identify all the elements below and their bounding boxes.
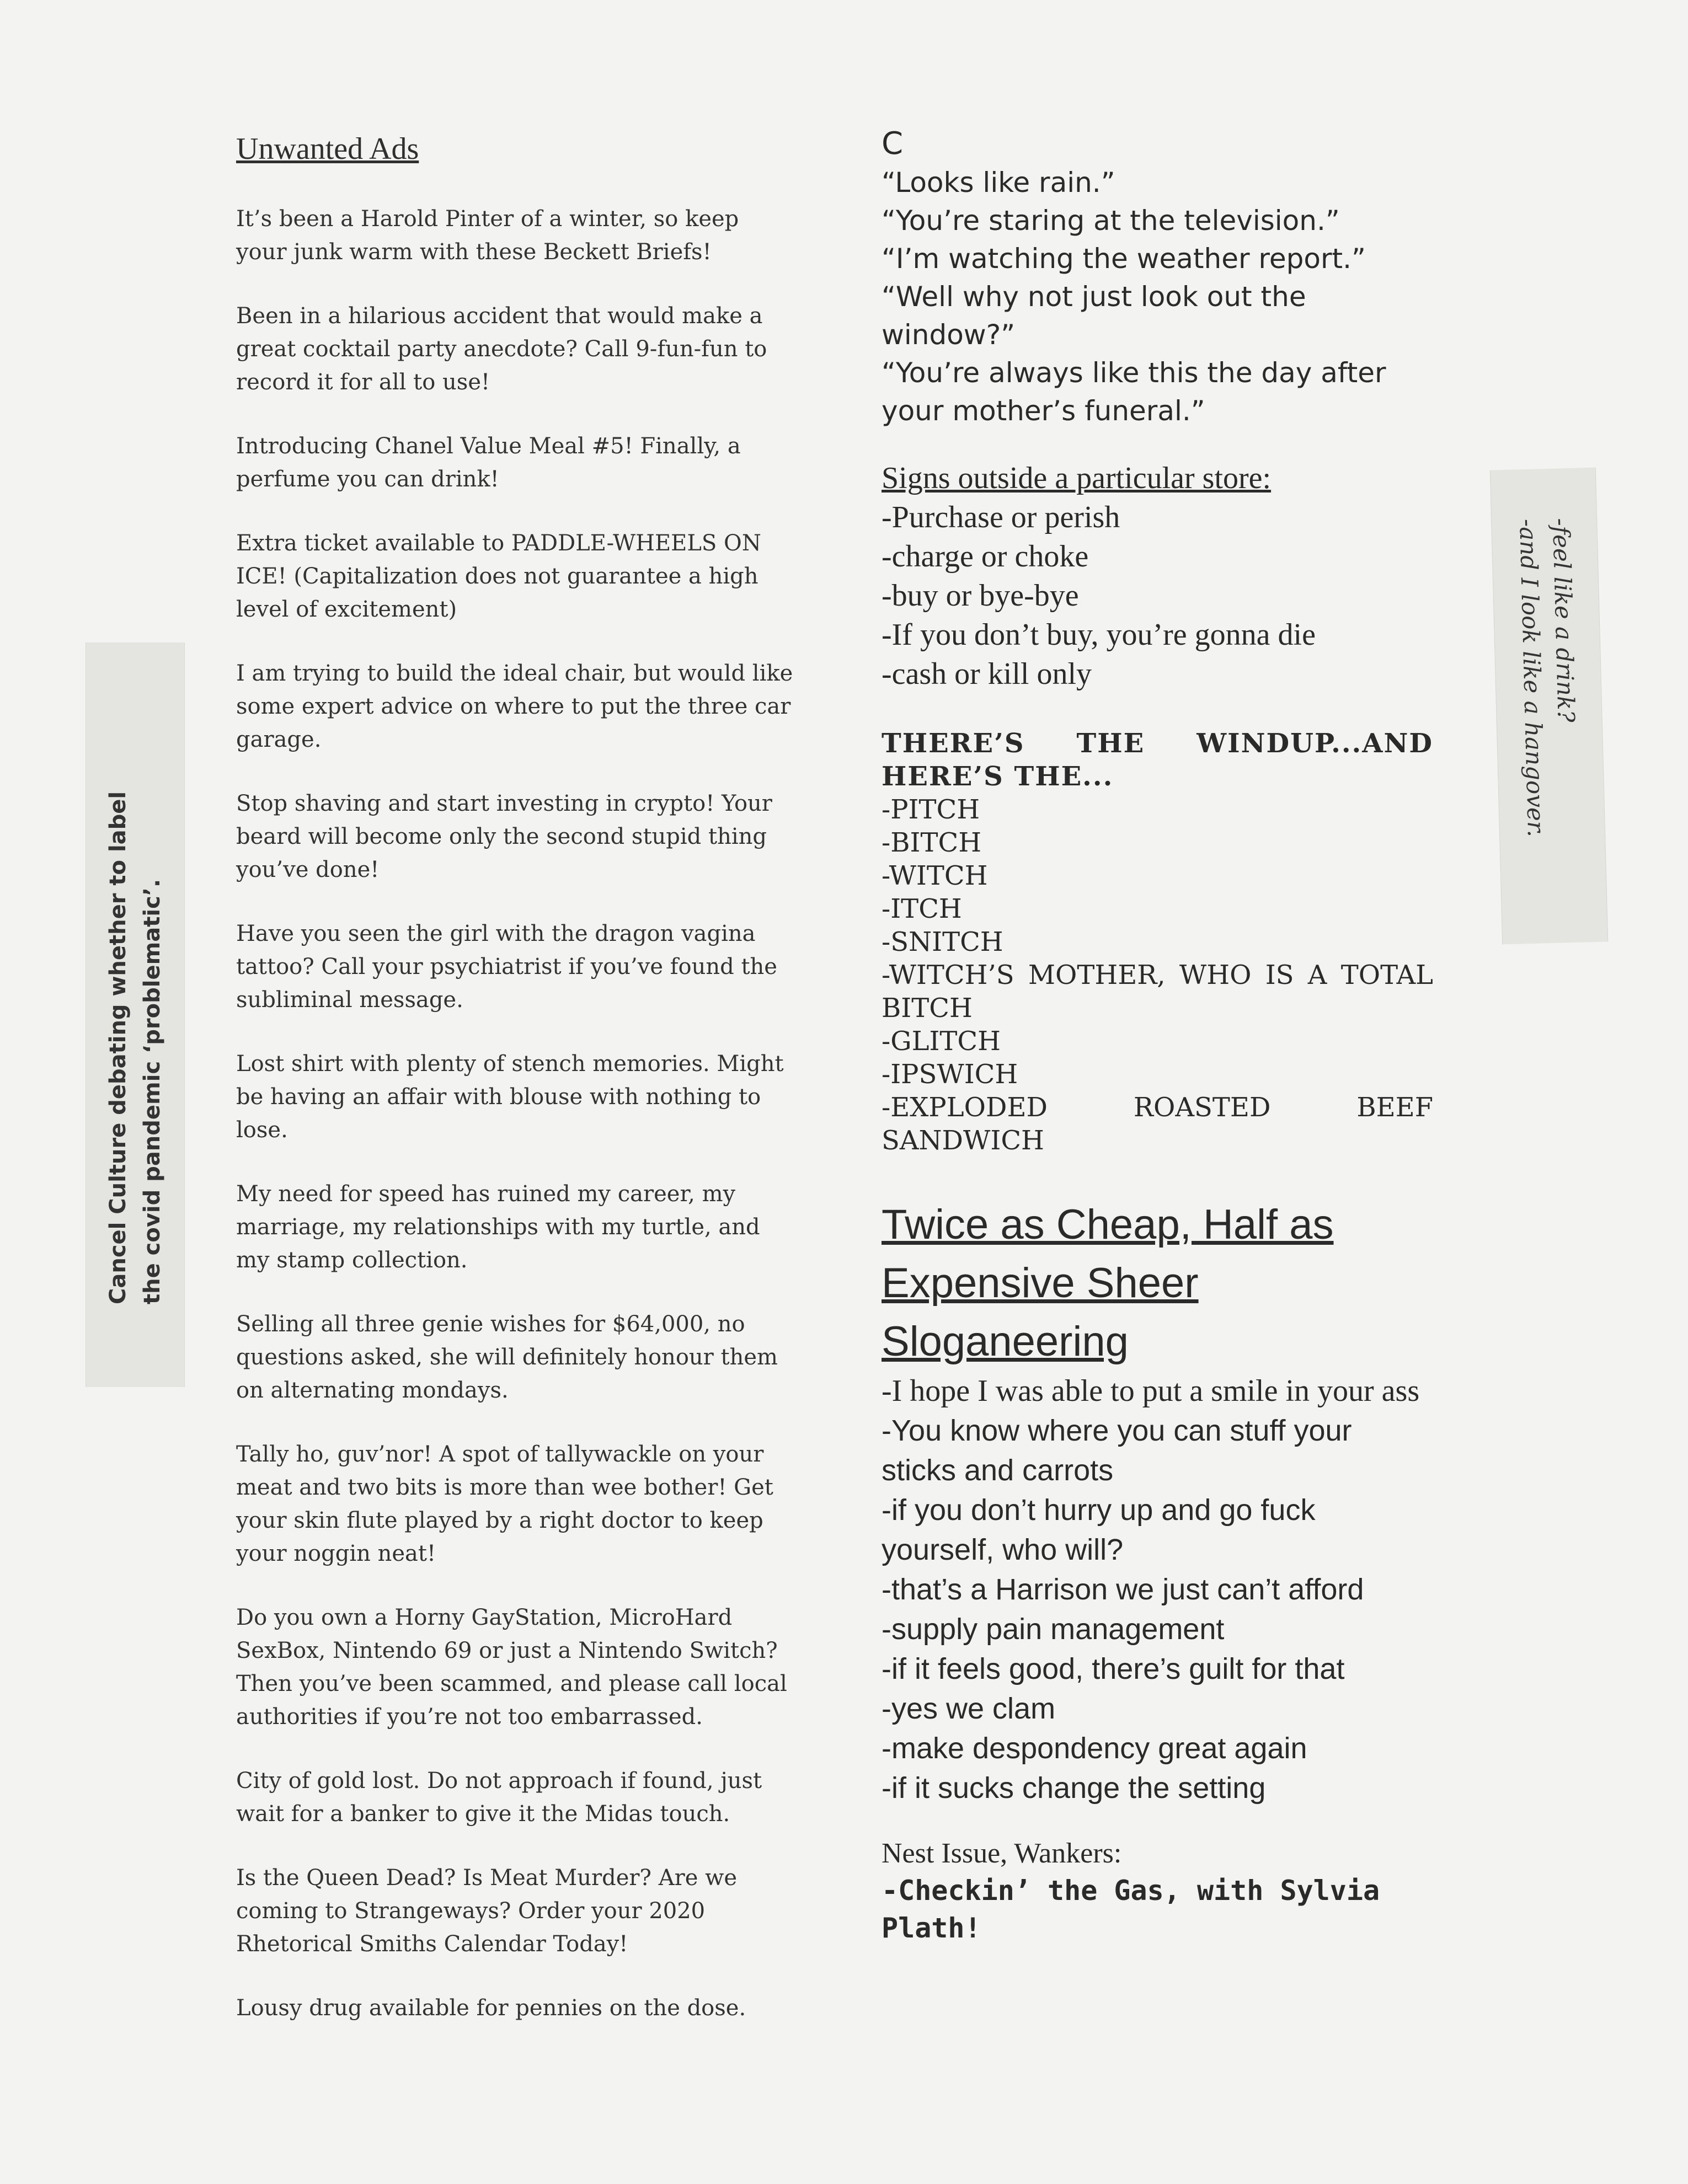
ad-item: City of gold lost. Do not approach if found, just wait for a banker to give it the Midas touch. [236, 1768, 762, 1827]
dialogue-line: “Looks like rain.” [882, 167, 1115, 199]
signs-section [882, 459, 1433, 694]
ad-item: I am trying to build the ideal chair, but would like some expert advice on where to put the three car garage. [236, 661, 793, 752]
dialogue-line: “Well why not just look out the window?” [882, 281, 1306, 351]
taped-note-left-line: the covid pandemic ‘problematic’. [140, 879, 165, 1304]
slogan-item: -I hope I was able to put a smile in your ass [882, 1374, 1420, 1408]
ad-item: Tally ho, guv’nor! A spot of tallywackle on your meat and two bits is more than wee bother! Get your skin flute played by a right doctor to keep your noggin neat! [236, 1442, 773, 1566]
windup-title: THERE’S THE WINDUP...AND HERE’S THE... [882, 728, 1433, 792]
dialogue-section [882, 124, 1433, 430]
windup-item: -IPSWICH [882, 1059, 1018, 1090]
sign-item: -buy or bye-bye [882, 579, 1079, 613]
dialogue-line: “I’m watching the weather report.” [882, 243, 1366, 275]
signs-title: Signs outside a particular store: [882, 461, 1272, 495]
sign-item: -cash or kill only [882, 657, 1092, 691]
taped-note-left [86, 643, 185, 1387]
slogan-item: -You know where you can stuff your sticks and carrots [882, 1414, 1352, 1487]
sign-item: -If you don’t buy, you’re gonna die [882, 618, 1316, 652]
slogan-item: -if you don’t hurry up and go fuck yourself, who will? [882, 1494, 1316, 1566]
windup-item: -GLITCH [882, 1026, 1001, 1057]
taped-note-right-line: -feel like a drink? [1547, 517, 1580, 723]
ad-item: Have you seen the girl with the dragon vagina tattoo? Call your psychiatrist if you’ve found the subliminal message. [236, 921, 777, 1013]
ad-item: Been in a hilarious accident that would make a great cocktail party anecdote? Call 9-fun-fun to record it for all to use! [236, 303, 767, 395]
section-letter: C [882, 126, 904, 162]
windup-item: -WITCH [882, 860, 988, 891]
next-issue-title: Nest Issue, Wankers: [882, 1838, 1122, 1869]
ad-item: My need for speed has ruined my career, my marriage, my relationships with my turtle, and my stamp collection. [236, 1181, 760, 1273]
windup-item: -ITCH [882, 893, 962, 924]
taped-note-right-line: -and I look like a hangover. [1514, 518, 1550, 838]
ad-item: Stop shaving and start investing in crypto! Your beard will become only the second stupid thing you’ve done! [236, 791, 772, 882]
slogan-item: -supply pain management [882, 1613, 1225, 1646]
taped-note-right-text [1511, 518, 1587, 895]
windup-item: -BITCH [882, 827, 982, 858]
ad-item: Selling all three genie wishes for $64,000, no questions asked, she will definitely honour them on alternating mondays. [236, 1312, 778, 1403]
slogans-title: Twice as Cheap, Half as Expensive Sheer Sloganeering [882, 1201, 1334, 1365]
ad-item: Introducing Chanel Value Meal #5! Finally, a perfume you can drink! [236, 433, 741, 492]
unwanted-ads-column [236, 130, 796, 2055]
ad-item: Extra ticket available to PADDLE-WHEELS ON ICE! (Capitalization does not guarantee a high level of excitement) [236, 531, 761, 622]
ad-item: Lousy drug available for pennies on the dose. [236, 1995, 746, 2021]
slogan-item: -make despondency great again [882, 1732, 1307, 1765]
next-issue-section [882, 1835, 1433, 1947]
slogan-item: -if it feels good, there’s guilt for that [882, 1652, 1345, 1685]
dialogue-line: “You’re staring at the television.” [882, 205, 1340, 237]
taped-note-right [1490, 468, 1608, 945]
taped-note-left-line: Cancel Culture debating whether to label [105, 791, 131, 1304]
slogan-item: -that’s a Harrison we just can’t afford [882, 1573, 1364, 1606]
windup-item: -PITCH [882, 794, 980, 825]
sign-item: -charge or choke [882, 539, 1089, 574]
windup-item: -WITCH’S MOTHER, WHO IS A TOTAL BITCH [882, 960, 1433, 1024]
slogan-item: -yes we clam [882, 1692, 1056, 1725]
ad-item: It’s been a Harold Pinter of a winter, so keep your junk warm with these Beckett Briefs! [236, 206, 739, 265]
windup-section [882, 727, 1433, 1157]
ad-item: Do you own a Horny GayStation, MicroHard SexBox, Nintendo 69 or just a Nintendo Switch? Then you’ve been scammed, and please call local authorities if you’re not too embarrassed. [236, 1605, 787, 1730]
sign-item: -Purchase or perish [882, 500, 1120, 534]
slogans-section [882, 1196, 1433, 1808]
slogan-item: -if it sucks change the setting [882, 1771, 1266, 1805]
ad-item: Lost shirt with plenty of stench memories. Might be having an affair with blouse with nothing to lose. [236, 1051, 784, 1143]
taped-note-left-text [101, 725, 169, 1304]
windup-item: -SNITCH [882, 927, 1003, 957]
ad-item: Is the Queen Dead? Is Meat Murder? Are we coming to Strangeways? Order your 2020 Rhetorical Smiths Calendar Today! [236, 1865, 738, 1957]
right-column [882, 124, 1433, 1947]
unwanted-ads-title: Unwanted Ads [236, 132, 419, 166]
next-issue-item: -Checkin’ the Gas, with Sylvia Plath! [882, 1875, 1380, 1944]
windup-item: -EXPLODED ROASTED BEEF SANDWICH [882, 1092, 1433, 1156]
dialogue-line: “You’re always like this the day after your mother’s funeral.” [882, 357, 1386, 427]
